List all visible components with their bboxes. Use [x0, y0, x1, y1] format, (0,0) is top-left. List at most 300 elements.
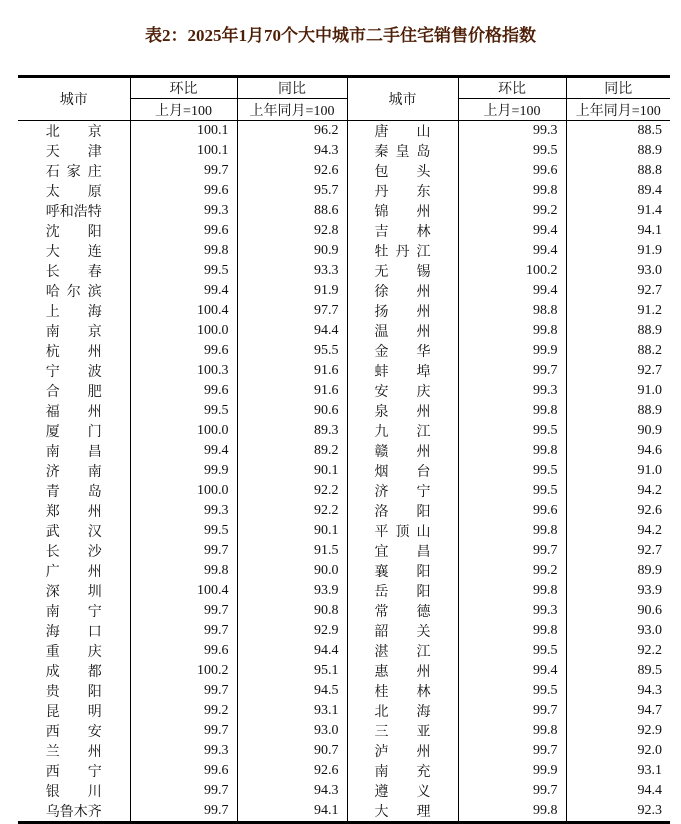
city-name: 韶关	[374, 625, 431, 640]
city-cell-right	[347, 141, 458, 161]
city-name: 岳阳	[374, 585, 431, 600]
city-cell-right	[347, 761, 458, 781]
table-row	[18, 761, 670, 781]
city-cell-right	[347, 561, 458, 581]
city-cell-left	[18, 181, 130, 201]
mom-value-cell-right: 99.6	[458, 501, 566, 521]
city-cell-right	[347, 661, 458, 681]
mom-value-cell-left: 99.8	[130, 561, 237, 581]
yoy-value-cell-right: 91.9	[566, 241, 670, 261]
mom-value-cell-right: 99.5	[458, 461, 566, 481]
header-mom-base-right: 上月=100	[458, 99, 566, 121]
mom-value-cell-right: 99.8	[458, 581, 566, 601]
city-name: 锦州	[374, 205, 431, 220]
city-name: 湛江	[374, 645, 431, 660]
city-name: 兰州	[45, 745, 102, 760]
yoy-value-cell-right: 88.9	[566, 141, 670, 161]
city-cell-left	[18, 601, 130, 621]
city-name: 徐州	[374, 285, 431, 300]
city-cell-right	[347, 681, 458, 701]
table-row	[18, 341, 670, 361]
city-cell-left	[18, 321, 130, 341]
city-name: 杭州	[45, 345, 102, 360]
header-mom-right: 环比	[458, 77, 566, 99]
table-row	[18, 501, 670, 521]
yoy-value-cell-left: 91.6	[237, 381, 347, 401]
yoy-value-cell-left: 90.7	[237, 741, 347, 761]
mom-value-cell-left: 99.3	[130, 741, 237, 761]
header-mom-base-left: 上月=100	[130, 99, 237, 121]
city-name: 南宁	[45, 605, 102, 620]
city-cell-left	[18, 661, 130, 681]
yoy-value-cell-right: 88.9	[566, 401, 670, 421]
city-name: 长沙	[45, 545, 102, 560]
mom-value-cell-left: 100.4	[130, 581, 237, 601]
yoy-value-cell-right: 91.4	[566, 201, 670, 221]
city-name: 平顶山	[374, 525, 431, 540]
mom-value-cell-left: 99.6	[130, 181, 237, 201]
city-cell-left	[18, 781, 130, 801]
table-row	[18, 481, 670, 501]
table-row	[18, 561, 670, 581]
yoy-value-cell-left: 94.1	[237, 801, 347, 823]
city-cell-right	[347, 541, 458, 561]
city-cell-left	[18, 281, 130, 301]
city-name: 天津	[45, 145, 102, 160]
city-cell-right	[347, 621, 458, 641]
city-name: 南京	[45, 325, 102, 340]
city-name: 北海	[374, 705, 431, 720]
city-cell-left	[18, 621, 130, 641]
city-name: 泸州	[374, 745, 431, 760]
yoy-value-cell-left: 89.3	[237, 421, 347, 441]
city-name: 哈尔滨	[45, 285, 102, 300]
mom-value-cell-left: 99.7	[130, 161, 237, 181]
mom-value-cell-right: 98.8	[458, 301, 566, 321]
mom-value-cell-right: 99.2	[458, 561, 566, 581]
city-cell-left	[18, 141, 130, 161]
yoy-value-cell-left: 90.1	[237, 521, 347, 541]
city-name: 惠州	[374, 665, 431, 680]
table-row	[18, 701, 670, 721]
mom-value-cell-right: 99.4	[458, 241, 566, 261]
yoy-value-cell-left: 93.3	[237, 261, 347, 281]
yoy-value-cell-left: 92.9	[237, 621, 347, 641]
mom-value-cell-left: 99.3	[130, 201, 237, 221]
city-cell-left	[18, 681, 130, 701]
table-row	[18, 521, 670, 541]
city-name: 温州	[374, 325, 431, 340]
header-yoy-right: 同比	[566, 77, 670, 99]
mom-value-cell-left: 99.7	[130, 601, 237, 621]
yoy-value-cell-left: 93.1	[237, 701, 347, 721]
yoy-value-cell-right: 94.4	[566, 781, 670, 801]
city-cell-right	[347, 441, 458, 461]
city-cell-left	[18, 121, 130, 142]
city-name: 太原	[45, 185, 102, 200]
mom-value-cell-left: 100.1	[130, 121, 237, 142]
mom-value-cell-right: 99.9	[458, 761, 566, 781]
yoy-value-cell-right: 92.7	[566, 361, 670, 381]
table-body	[18, 121, 670, 823]
city-cell-right	[347, 501, 458, 521]
city-name: 大理	[374, 805, 431, 820]
yoy-value-cell-left: 94.4	[237, 321, 347, 341]
mom-value-cell-right: 99.5	[458, 681, 566, 701]
mom-value-cell-left: 99.6	[130, 381, 237, 401]
city-name: 泉州	[374, 405, 431, 420]
city-name: 沈阳	[45, 225, 102, 240]
yoy-value-cell-left: 88.6	[237, 201, 347, 221]
yoy-value-cell-right: 94.2	[566, 481, 670, 501]
mom-value-cell-left: 100.0	[130, 421, 237, 441]
table-row	[18, 141, 670, 161]
city-name: 烟台	[374, 465, 431, 480]
yoy-value-cell-left: 90.9	[237, 241, 347, 261]
city-name: 桂林	[374, 685, 431, 700]
city-name: 重庆	[45, 645, 102, 660]
city-name: 遵义	[374, 785, 431, 800]
mom-value-cell-left: 100.1	[130, 141, 237, 161]
city-name: 北京	[45, 125, 102, 140]
mom-value-cell-right: 99.4	[458, 221, 566, 241]
mom-value-cell-right: 99.7	[458, 361, 566, 381]
city-name: 济南	[45, 465, 102, 480]
table-row	[18, 321, 670, 341]
mom-value-cell-left: 99.7	[130, 681, 237, 701]
table-row	[18, 621, 670, 641]
city-name: 海口	[45, 625, 102, 640]
yoy-value-cell-right: 92.3	[566, 801, 670, 823]
yoy-value-cell-right: 92.6	[566, 501, 670, 521]
city-cell-right	[347, 801, 458, 823]
city-cell-right	[347, 781, 458, 801]
mom-value-cell-right: 99.8	[458, 721, 566, 741]
city-name: 长春	[45, 265, 102, 280]
mom-value-cell-left: 99.7	[130, 721, 237, 741]
city-cell-left	[18, 341, 130, 361]
yoy-value-cell-right: 91.0	[566, 381, 670, 401]
city-cell-left	[18, 441, 130, 461]
city-name: 三亚	[374, 725, 431, 740]
mom-value-cell-right: 99.8	[458, 401, 566, 421]
city-cell-right	[347, 741, 458, 761]
yoy-value-cell-left: 92.6	[237, 761, 347, 781]
table-row	[18, 261, 670, 281]
city-name: 秦皇岛	[374, 145, 431, 160]
yoy-value-cell-right: 92.9	[566, 721, 670, 741]
mom-value-cell-left: 99.9	[130, 461, 237, 481]
table-row	[18, 541, 670, 561]
table-row	[18, 781, 670, 801]
yoy-value-cell-right: 88.8	[566, 161, 670, 181]
mom-value-cell-right: 99.8	[458, 441, 566, 461]
mom-value-cell-right: 99.8	[458, 321, 566, 341]
yoy-value-cell-right: 91.2	[566, 301, 670, 321]
page-title: 表2：2025年1月70个大中城市二手住宅销售价格指数	[145, 26, 536, 45]
city-cell-left	[18, 461, 130, 481]
table-row	[18, 441, 670, 461]
mom-value-cell-right: 99.6	[458, 161, 566, 181]
mom-value-cell-left: 99.7	[130, 781, 237, 801]
yoy-value-cell-right: 93.0	[566, 261, 670, 281]
table-row	[18, 161, 670, 181]
yoy-value-cell-right: 88.2	[566, 341, 670, 361]
yoy-value-cell-left: 95.1	[237, 661, 347, 681]
yoy-value-cell-right: 94.3	[566, 681, 670, 701]
city-cell-left	[18, 481, 130, 501]
city-name: 银川	[45, 785, 102, 800]
yoy-value-cell-right: 90.6	[566, 601, 670, 621]
city-cell-right	[347, 161, 458, 181]
mom-value-cell-left: 100.0	[130, 481, 237, 501]
city-cell-right	[347, 361, 458, 381]
city-name: 深圳	[45, 585, 102, 600]
mom-value-cell-right: 99.4	[458, 281, 566, 301]
yoy-value-cell-left: 92.2	[237, 481, 347, 501]
table-row	[18, 801, 670, 823]
city-cell-left	[18, 541, 130, 561]
table-row	[18, 641, 670, 661]
city-cell-left	[18, 561, 130, 581]
city-name: 吉林	[374, 225, 431, 240]
mom-value-cell-left: 99.8	[130, 241, 237, 261]
city-cell-left	[18, 641, 130, 661]
yoy-value-cell-left: 94.5	[237, 681, 347, 701]
city-cell-left	[18, 161, 130, 181]
table-row	[18, 721, 670, 741]
city-name: 蚌埠	[374, 365, 431, 380]
city-cell-right	[347, 641, 458, 661]
table-row	[18, 221, 670, 241]
city-name: 包头	[374, 165, 431, 180]
mom-value-cell-left: 99.6	[130, 221, 237, 241]
yoy-value-cell-right: 94.1	[566, 221, 670, 241]
table-row	[18, 201, 670, 221]
city-cell-right	[347, 381, 458, 401]
city-name: 扬州	[374, 305, 431, 320]
table-row	[18, 241, 670, 261]
city-name: 石家庄	[45, 165, 102, 180]
mom-value-cell-right: 99.3	[458, 121, 566, 142]
city-cell-left	[18, 801, 130, 823]
yoy-value-cell-left: 91.5	[237, 541, 347, 561]
yoy-value-cell-right: 89.4	[566, 181, 670, 201]
table-row	[18, 601, 670, 621]
mom-value-cell-right: 99.2	[458, 201, 566, 221]
yoy-value-cell-right: 94.7	[566, 701, 670, 721]
yoy-value-cell-left: 96.2	[237, 121, 347, 142]
city-name: 福州	[45, 405, 102, 420]
city-cell-right	[347, 401, 458, 421]
yoy-value-cell-right: 93.9	[566, 581, 670, 601]
yoy-value-cell-left: 92.2	[237, 501, 347, 521]
yoy-value-cell-right: 88.9	[566, 321, 670, 341]
city-name: 南昌	[45, 445, 102, 460]
yoy-value-cell-left: 94.3	[237, 781, 347, 801]
city-name: 襄阳	[374, 565, 431, 580]
mom-value-cell-left: 99.5	[130, 261, 237, 281]
yoy-value-cell-right: 92.0	[566, 741, 670, 761]
city-name: 洛阳	[374, 505, 431, 520]
city-cell-left	[18, 261, 130, 281]
yoy-value-cell-left: 89.2	[237, 441, 347, 461]
header-yoy-base-left: 上年同月=100	[237, 99, 347, 121]
yoy-value-cell-left: 92.6	[237, 161, 347, 181]
mom-value-cell-left: 99.4	[130, 281, 237, 301]
mom-value-cell-right: 99.9	[458, 341, 566, 361]
city-cell-right	[347, 721, 458, 741]
city-name: 金华	[374, 345, 431, 360]
city-cell-left	[18, 421, 130, 441]
city-name: 宜昌	[374, 545, 431, 560]
city-cell-right	[347, 181, 458, 201]
city-name: 昆明	[45, 705, 102, 720]
table-row	[18, 741, 670, 761]
table-header	[18, 77, 670, 121]
city-cell-left	[18, 721, 130, 741]
city-cell-left	[18, 741, 130, 761]
yoy-value-cell-right: 90.9	[566, 421, 670, 441]
table-row	[18, 281, 670, 301]
mom-value-cell-right: 99.5	[458, 481, 566, 501]
city-cell-right	[347, 241, 458, 261]
mom-value-cell-left: 100.4	[130, 301, 237, 321]
city-name: 牡丹江	[374, 245, 431, 260]
yoy-value-cell-right: 92.7	[566, 541, 670, 561]
city-cell-right	[347, 581, 458, 601]
mom-value-cell-right: 99.7	[458, 781, 566, 801]
city-cell-left	[18, 701, 130, 721]
yoy-value-cell-left: 95.5	[237, 341, 347, 361]
yoy-value-cell-left: 95.7	[237, 181, 347, 201]
header-city-left: 城市	[18, 77, 130, 121]
mom-value-cell-right: 99.8	[458, 621, 566, 641]
yoy-value-cell-left: 94.3	[237, 141, 347, 161]
yoy-value-cell-right: 94.6	[566, 441, 670, 461]
mom-value-cell-right: 99.5	[458, 641, 566, 661]
city-name: 唐山	[374, 125, 431, 140]
mom-value-cell-right: 99.7	[458, 741, 566, 761]
yoy-value-cell-left: 93.9	[237, 581, 347, 601]
city-name: 丹东	[374, 185, 431, 200]
yoy-value-cell-left: 90.1	[237, 461, 347, 481]
table-row	[18, 181, 670, 201]
table-row	[18, 361, 670, 381]
city-name: 上海	[45, 305, 102, 320]
city-name: 武汉	[45, 525, 102, 540]
mom-value-cell-left: 99.6	[130, 341, 237, 361]
city-cell-right	[347, 261, 458, 281]
city-name: 宁波	[45, 365, 102, 380]
city-name: 呼和浩特	[45, 205, 102, 220]
mom-value-cell-left: 99.3	[130, 501, 237, 521]
header-yoy-base-right: 上年同月=100	[566, 99, 670, 121]
header-yoy-left: 同比	[237, 77, 347, 99]
city-cell-left	[18, 361, 130, 381]
yoy-value-cell-right: 94.2	[566, 521, 670, 541]
city-cell-right	[347, 121, 458, 142]
table-row	[18, 401, 670, 421]
header-mom-left: 环比	[130, 77, 237, 99]
city-cell-left	[18, 521, 130, 541]
city-name: 安庆	[374, 385, 431, 400]
mom-value-cell-left: 99.6	[130, 761, 237, 781]
yoy-value-cell-right: 89.5	[566, 661, 670, 681]
city-cell-left	[18, 221, 130, 241]
city-name: 合肥	[45, 385, 102, 400]
table-row	[18, 301, 670, 321]
table-row	[18, 681, 670, 701]
city-cell-right	[347, 281, 458, 301]
header-city-right: 城市	[347, 77, 458, 121]
city-cell-right	[347, 601, 458, 621]
city-cell-right	[347, 421, 458, 441]
mom-value-cell-left: 100.3	[130, 361, 237, 381]
mom-value-cell-right: 99.7	[458, 701, 566, 721]
yoy-value-cell-left: 91.9	[237, 281, 347, 301]
city-name: 青岛	[45, 485, 102, 500]
city-cell-right	[347, 341, 458, 361]
city-name: 厦门	[45, 425, 102, 440]
mom-value-cell-right: 99.8	[458, 521, 566, 541]
city-name: 无锡	[374, 265, 431, 280]
city-cell-right	[347, 701, 458, 721]
city-cell-left	[18, 301, 130, 321]
city-name: 济宁	[374, 485, 431, 500]
table-row	[18, 461, 670, 481]
yoy-value-cell-left: 91.6	[237, 361, 347, 381]
city-cell-left	[18, 241, 130, 261]
yoy-value-cell-right: 88.5	[566, 121, 670, 142]
mom-value-cell-left: 99.6	[130, 641, 237, 661]
city-name: 大连	[45, 245, 102, 260]
mom-value-cell-right: 99.3	[458, 381, 566, 401]
mom-value-cell-left: 100.0	[130, 321, 237, 341]
city-cell-right	[347, 201, 458, 221]
mom-value-cell-left: 99.2	[130, 701, 237, 721]
city-cell-left	[18, 501, 130, 521]
city-cell-right	[347, 321, 458, 341]
yoy-value-cell-right: 93.0	[566, 621, 670, 641]
mom-value-cell-right: 99.8	[458, 181, 566, 201]
city-cell-right	[347, 221, 458, 241]
city-name: 赣州	[374, 445, 431, 460]
city-name: 郑州	[45, 505, 102, 520]
yoy-value-cell-left: 94.4	[237, 641, 347, 661]
yoy-value-cell-left: 97.7	[237, 301, 347, 321]
table-row	[18, 381, 670, 401]
price-index-table	[18, 75, 670, 824]
yoy-value-cell-right: 92.7	[566, 281, 670, 301]
city-cell-right	[347, 521, 458, 541]
city-cell-left	[18, 381, 130, 401]
mom-value-cell-left: 100.2	[130, 661, 237, 681]
mom-value-cell-left: 99.7	[130, 541, 237, 561]
city-name: 广州	[45, 565, 102, 580]
yoy-value-cell-left: 92.8	[237, 221, 347, 241]
city-cell-right	[347, 461, 458, 481]
table-row	[18, 421, 670, 441]
city-name: 常德	[374, 605, 431, 620]
table-row	[18, 581, 670, 601]
yoy-value-cell-right: 93.1	[566, 761, 670, 781]
mom-value-cell-right: 99.5	[458, 421, 566, 441]
city-name: 成都	[45, 665, 102, 680]
yoy-value-cell-left: 90.8	[237, 601, 347, 621]
city-name: 南充	[374, 765, 431, 780]
mom-value-cell-right: 99.4	[458, 661, 566, 681]
